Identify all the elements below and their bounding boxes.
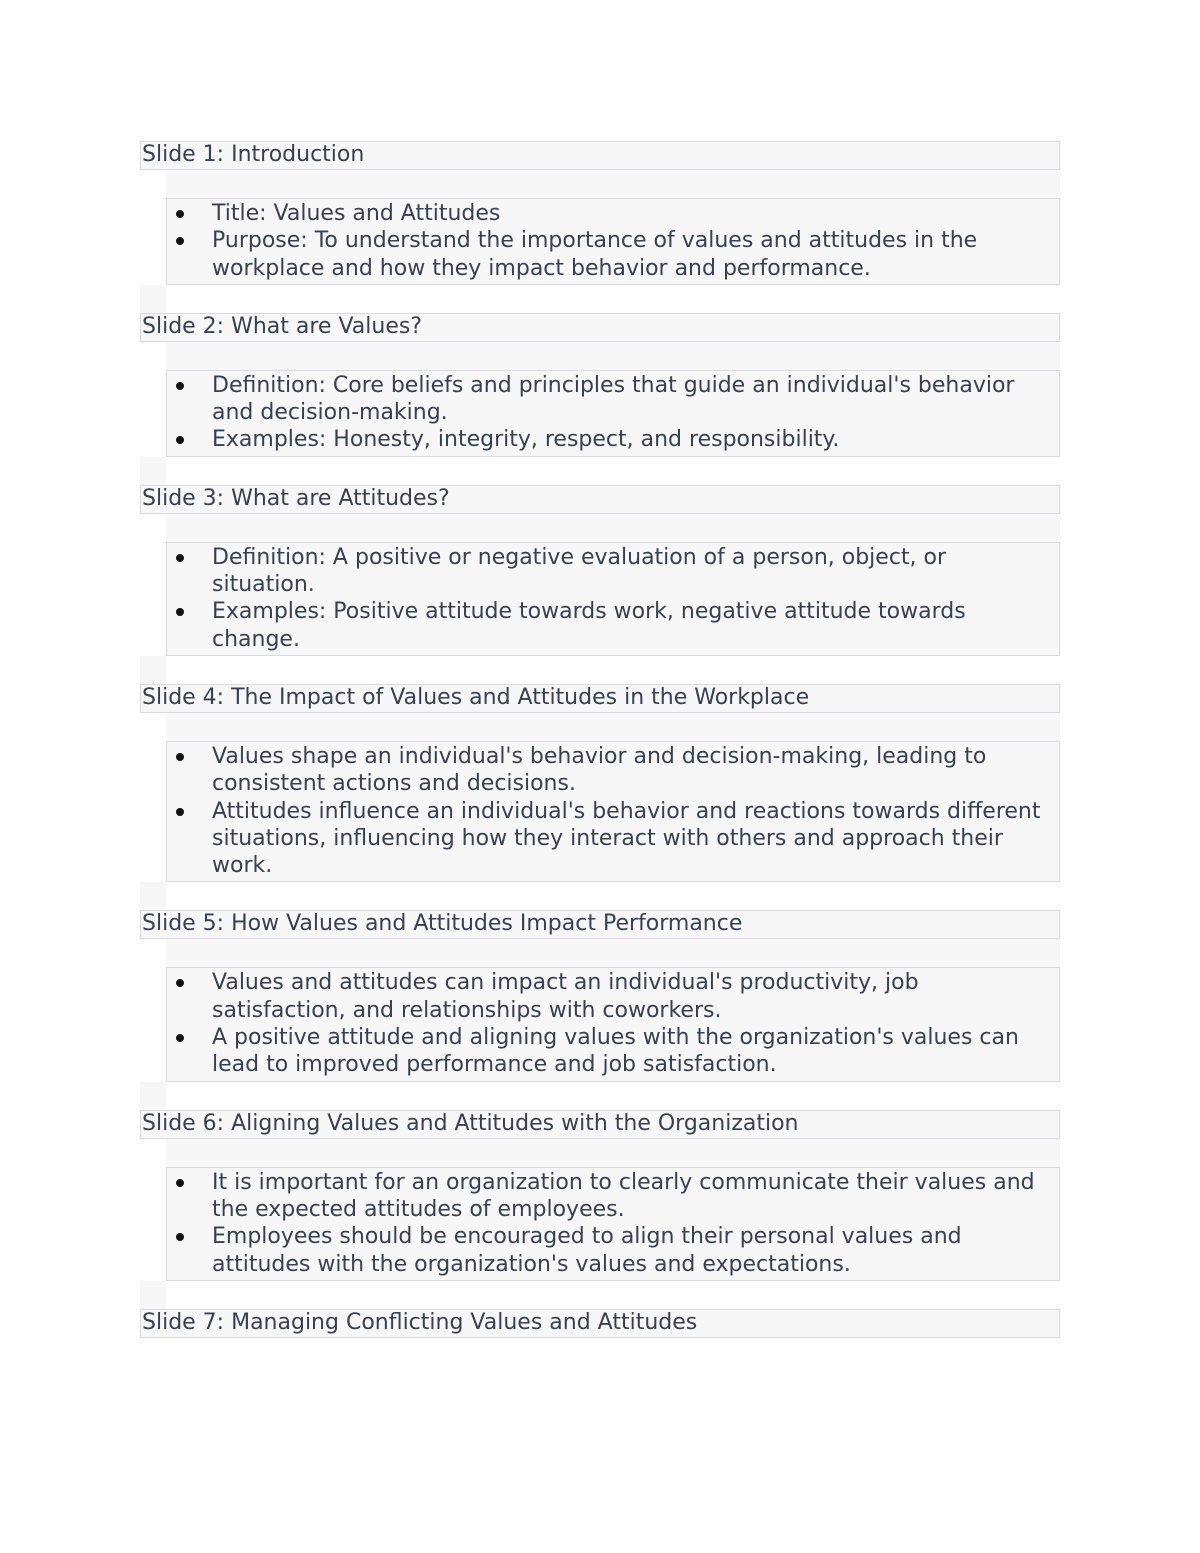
bullet-list <box>166 198 1060 285</box>
spacer <box>140 457 166 485</box>
list-item: Title: Values and Attitudes <box>212 200 1051 227</box>
list-item: Employees should be encouraged to align their personal values and attitudes with the organization's values and expectations. <box>212 1223 1051 1278</box>
spacer <box>166 1139 1060 1167</box>
spacer <box>140 1082 166 1110</box>
slide-section <box>140 485 1060 684</box>
slide-heading: Slide 5: How Values and Attitudes Impact Performance <box>140 910 1060 939</box>
spacer <box>140 656 166 684</box>
bullet-list <box>166 542 1060 656</box>
slide-section <box>140 313 1060 485</box>
slide-heading: Slide 3: What are Attitudes? <box>140 485 1060 514</box>
list-item: Values and attitudes can impact an individual's productivity, job satisfaction, and relationships with coworkers. <box>212 969 1051 1024</box>
spacer <box>166 939 1060 967</box>
slide-section <box>140 684 1060 910</box>
slide-heading: Slide 1: Introduction <box>140 141 1060 170</box>
bullet-list <box>166 741 1060 882</box>
slide-heading: Slide 7: Managing Conflicting Values and Attitudes <box>140 1309 1060 1338</box>
list-item: Purpose: To understand the importance of values and attitudes in the workplace and how they impact behavior and performance. <box>212 227 1051 282</box>
spacer <box>166 713 1060 741</box>
bullet-list <box>166 967 1060 1081</box>
list-item: It is important for an organization to clearly communicate their values and the expected attitudes of employees. <box>212 1169 1051 1224</box>
slide-heading: Slide 4: The Impact of Values and Attitudes in the Workplace <box>140 684 1060 713</box>
list-item: Values shape an individual's behavior and decision-making, leading to consistent actions and decisions. <box>212 743 1051 798</box>
list-item: Definition: Core beliefs and principles that guide an individual's behavior and decision-making. <box>212 372 1051 427</box>
slide-section <box>140 1309 1060 1338</box>
spacer <box>140 882 166 910</box>
slide-heading: Slide 2: What are Values? <box>140 313 1060 342</box>
slide-heading: Slide 6: Aligning Values and Attitudes with the Organization <box>140 1110 1060 1139</box>
list-item: Definition: A positive or negative evaluation of a person, object, or situation. <box>212 544 1051 599</box>
list-item: A positive attitude and aligning values with the organization's values can lead to improved performance and job satisfaction. <box>212 1024 1051 1079</box>
spacer <box>166 342 1060 370</box>
bullet-list <box>166 1167 1060 1281</box>
spacer <box>140 285 166 313</box>
slide-section <box>140 910 1060 1109</box>
document-body <box>140 141 1060 1338</box>
list-item: Examples: Honesty, integrity, respect, and responsibility. <box>212 426 1051 453</box>
list-item: Examples: Positive attitude towards work, negative attitude towards change. <box>212 598 1051 653</box>
list-item: Attitudes influence an individual's behavior and reactions towards different situations, influencing how they interact with others and approach their work. <box>212 798 1051 880</box>
spacer <box>166 170 1060 198</box>
slide-section <box>140 141 1060 313</box>
bullet-list <box>166 370 1060 457</box>
spacer <box>166 514 1060 542</box>
slide-section <box>140 1110 1060 1309</box>
spacer <box>140 1281 166 1309</box>
